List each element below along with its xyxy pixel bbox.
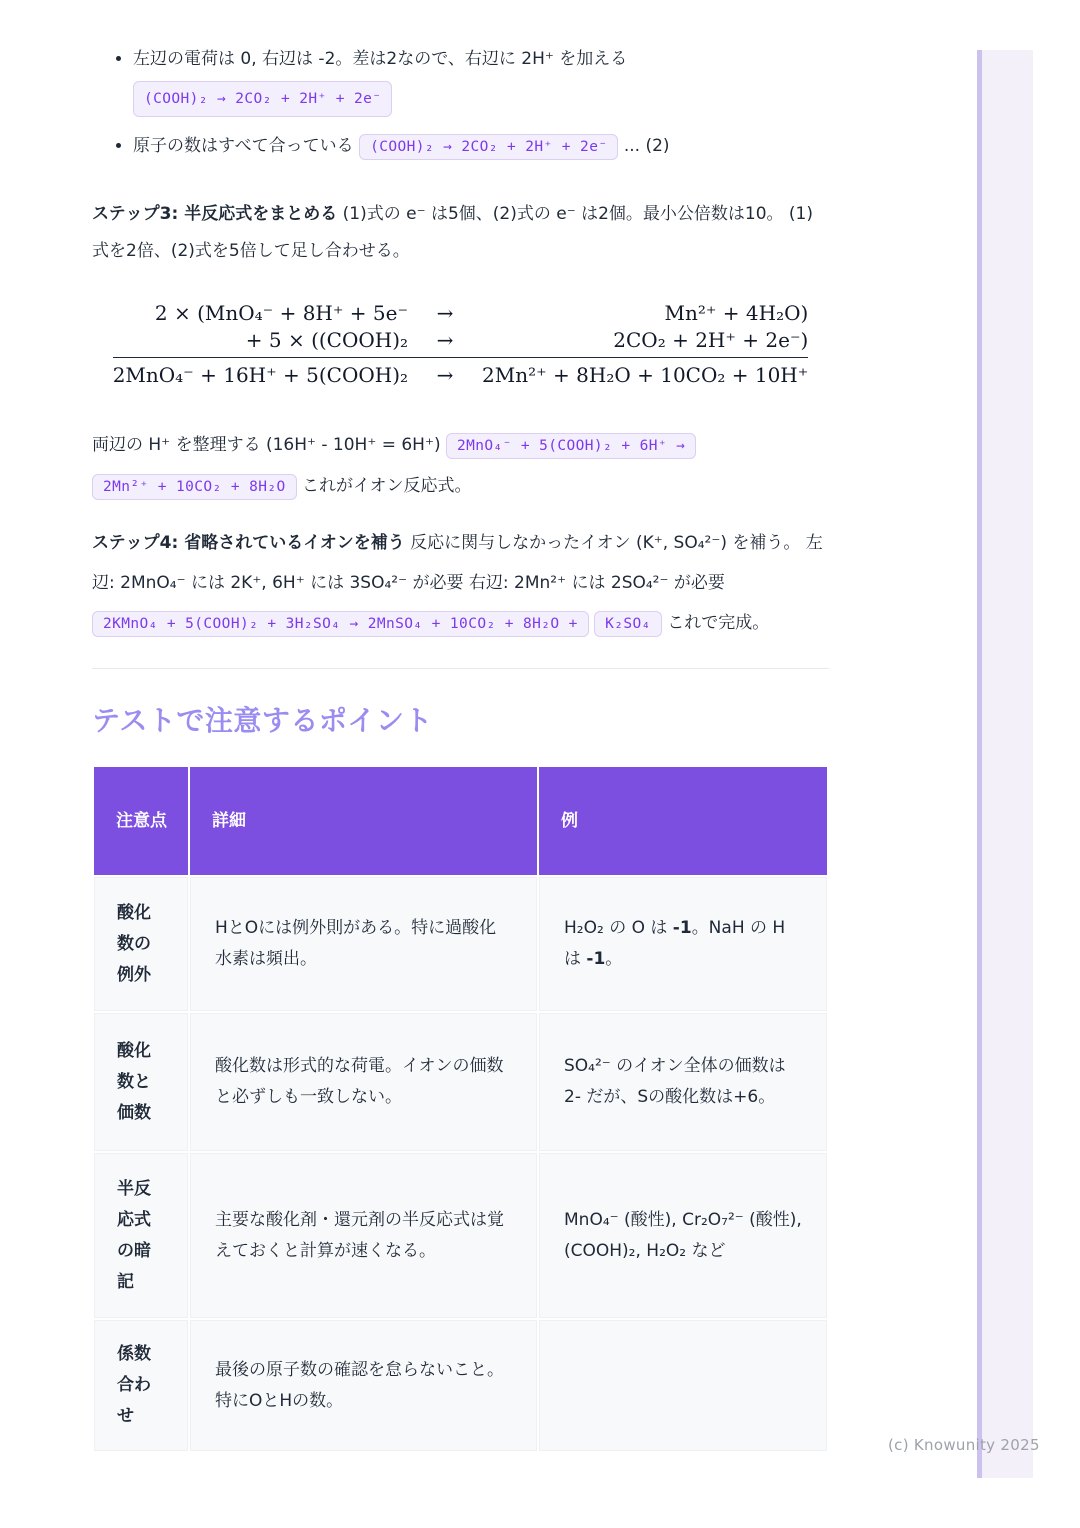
detail-cell <box>190 1013 537 1151</box>
ion-equation-paragraph <box>92 425 829 507</box>
watermark-text: (c) Knowunity 2025 <box>888 1436 1040 1454</box>
arrow-glyph: → <box>436 301 454 325</box>
example-cell <box>539 877 827 1011</box>
equation-right: 2Mn²⁺ + 8H₂O + 10CO₂ + 10H⁺ <box>482 363 809 387</box>
note-cell: 酸化数の例外 <box>94 877 188 1011</box>
text-segment: ステップ4: 省略されているイオンを補う <box>92 533 405 553</box>
list-item <box>133 46 829 117</box>
equation-left: 2 × (MnO₄⁻ + 8H⁺ + 5e⁻ <box>154 301 409 325</box>
note-cell: 酸化数と価数 <box>94 1013 188 1151</box>
table-header-row <box>94 767 827 875</box>
text-segment: これがイオン反応式。 <box>296 476 472 496</box>
half-reaction-sum-equation <box>113 300 809 389</box>
text-segment: 。NaH の H は <box>564 918 786 969</box>
text-segment: ステップ3: 半反応式をまとめる <box>92 204 338 224</box>
note-cell: 係数合わせ <box>94 1320 188 1451</box>
equation-right: 2CO₂ + 2H⁺ + 2e⁻) <box>613 328 809 352</box>
column-header-example: 例 <box>539 767 827 875</box>
text-segment: 最後の原子数の確認を怠らないこと。特にOとHの数。 <box>215 1359 504 1411</box>
text-segment: ... (2) <box>618 136 670 156</box>
detail-cell <box>190 1153 537 1318</box>
text-segment: 酸化数は形式的な荷電。イオンの価数と必ずしも一致しない。 <box>215 1056 504 1107</box>
equation-left: + 5 × ((COOH)₂ <box>245 328 409 352</box>
table-row <box>94 1153 827 1318</box>
arrow-glyph: → <box>436 328 454 352</box>
text-segment: これで完成。 <box>661 613 770 633</box>
text-segment: 両辺の H⁺ を整理する (16H⁺ - 10H⁺ = 6H⁺) <box>92 435 446 455</box>
list-item <box>133 133 829 160</box>
text-segment: 反応に関与しなかったイオン (K⁺, SO₄²⁻) を補う。 左辺: 2MnO₄⁻ には 2K⁺, 6H⁺ には 3SO₄²⁻ が必要 右辺: 2Mn²⁺ には 2SO₄²⁻ が必要 <box>92 533 823 593</box>
example-cell <box>539 1320 827 1451</box>
text-segment: (1)式の e⁻ は5個、(2)式の e⁻ は2個。最小公倍数は10。 (1)式を2倍、(2)式を5倍して足し合わせる。 <box>92 204 814 261</box>
table-row <box>94 877 827 1011</box>
table-row <box>94 1013 827 1151</box>
text-segment: HとOには例外則がある。特に過酸化水素は頻出。 <box>215 918 497 969</box>
chemical-equation-code: (COOH)₂ → 2CO₂ + 2H⁺ + 2e⁻ <box>133 81 392 117</box>
text-segment: 主要な酸化剤・還元剤の半反応式は覚えておくと計算が速くなる。 <box>215 1209 504 1261</box>
section-title: テストで注意するポイント <box>92 704 433 737</box>
text-segment: -1 <box>586 949 606 969</box>
chemical-equation-code: 2MnO₄⁻ + 5(COOH)₂ + 6H⁺ → <box>446 433 696 459</box>
note-cell: 半反応式の暗記 <box>94 1153 188 1318</box>
step3-paragraph <box>92 196 829 270</box>
detail-cell <box>190 877 537 1011</box>
arrow-glyph: → <box>436 363 454 387</box>
test-points-table <box>92 765 829 1453</box>
section-divider <box>92 668 829 669</box>
equation-right: Mn²⁺ + 4H₂O) <box>664 301 809 325</box>
chemical-equation-code: 2KMnO₄ + 5(COOH)₂ + 3H₂SO₄ → 2MnSO₄ + 10CO₂ + 8H₂O + <box>92 611 589 637</box>
text-segment: 左辺の電荷は 0, 右辺は -2。差は2なので、右辺に 2H⁺ を加える <box>133 49 628 69</box>
chemical-equation-code: (COOH)₂ → 2CO₂ + 2H⁺ + 2e⁻ <box>359 134 618 160</box>
text-segment: 。 <box>605 949 623 969</box>
text-segment: H₂O₂ の O は <box>564 918 673 938</box>
example-cell <box>539 1153 827 1318</box>
step4-paragraph <box>92 523 829 644</box>
table-row <box>94 1320 827 1451</box>
column-header-detail: 詳細 <box>190 767 537 875</box>
charge-balance-bullet-list <box>92 46 829 160</box>
scrollbar-thumb[interactable] <box>977 50 982 1478</box>
scrollbar-track[interactable] <box>977 50 1033 1478</box>
text-segment: SO₄²⁻ のイオン全体の価数は 2- だが、Sの酸化数は+6。 <box>564 1056 786 1107</box>
text-segment: MnO₄⁻ (酸性), Cr₂O₇²⁻ (酸性), (COOH)₂, H₂O₂ など <box>564 1209 802 1261</box>
column-header-note: 注意点 <box>94 767 188 875</box>
detail-cell <box>190 1320 537 1451</box>
equation-left: 2MnO₄⁻ + 16H⁺ + 5(COOH)₂ <box>112 363 409 387</box>
chemical-equation-code: 2Mn²⁺ + 10CO₂ + 8H₂O <box>92 474 297 500</box>
text-segment: 原子の数はすべて合っている <box>133 136 360 156</box>
fraction-rule <box>113 357 809 358</box>
chemical-equation-code: K₂SO₄ <box>594 611 662 637</box>
text-segment: -1 <box>672 918 692 938</box>
page-content <box>92 0 829 1453</box>
example-cell <box>539 1013 827 1151</box>
